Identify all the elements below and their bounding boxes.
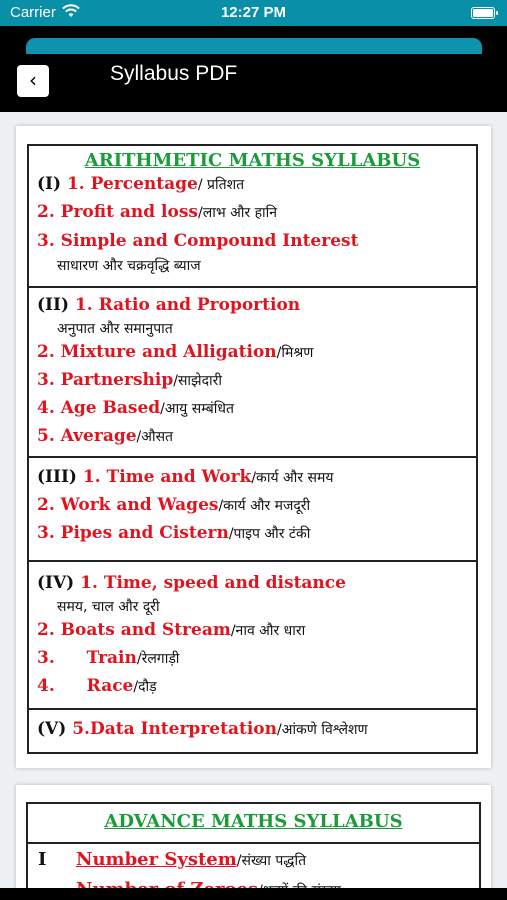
chevron-left-icon: ‹: [29, 68, 37, 92]
section-3: [29, 458, 476, 562]
topic-hindi-subline: अनुपात और समानुपात: [57, 321, 173, 337]
topic-num: 3.: [37, 523, 55, 543]
topic-line: [29, 492, 476, 520]
topic-num: 2.: [37, 495, 55, 515]
topic-num: 1.: [82, 467, 101, 487]
topic-en: Number System: [76, 849, 237, 870]
topic-en: Train: [86, 648, 137, 668]
topic-en: Mixture and Alligation: [60, 342, 277, 362]
topic-en: Race: [86, 676, 134, 696]
topic-num: 5.: [72, 719, 90, 739]
topic-num: 2.: [37, 342, 55, 362]
topic-hi: /नाव और धारा: [230, 623, 306, 639]
topic-en: Work and Wages: [60, 495, 219, 515]
topic-line: [29, 227, 476, 256]
topic-hindi-subline: साधारण और चक्रवृद्धि ब्याज: [57, 258, 201, 274]
topic-hindi-subline: समय, चाल और दूरी: [57, 599, 160, 615]
topic-line: [29, 367, 476, 395]
section-1: [29, 150, 476, 288]
advance-heading: ADVANCE MATHS SYLLABUS: [28, 804, 479, 844]
topic-num: 4.: [37, 398, 55, 418]
arithmetic-syllabus-card: [16, 126, 491, 768]
topic-line: [29, 673, 476, 701]
topic-hi: /लाभ और हानि: [198, 205, 278, 221]
topic-line: [29, 339, 476, 367]
topic-line: [29, 520, 476, 548]
topic-hi: / प्रतिशत: [197, 177, 245, 193]
topic-en: Profit and loss: [60, 202, 198, 222]
topic-hi: /आयु सम्बंधित: [160, 401, 234, 417]
topic-num: 3.: [37, 231, 55, 251]
topic-line: [29, 645, 476, 673]
topic-hi: /कार्य और मजदूरी: [218, 498, 311, 514]
topic-line: [29, 570, 476, 597]
syllabus-scroll-area[interactable]: [0, 112, 507, 900]
topic-en: Age Based: [60, 398, 161, 418]
topic-en: Average: [60, 426, 137, 446]
topic-line: [29, 617, 476, 645]
nav-accent-bar: [26, 38, 482, 54]
topic-line: [29, 716, 476, 744]
topic-line: [29, 423, 476, 451]
topic-hi: /औसत: [136, 429, 174, 445]
battery-icon: [471, 7, 495, 19]
section-roman: (V): [37, 719, 67, 739]
topic-en: Time and Work: [106, 467, 252, 487]
nav-bar: [0, 26, 507, 112]
topic-num: 3.: [37, 370, 55, 390]
topic-hi: /पाइप और टंकी: [228, 526, 311, 542]
carrier-label: Carrier: [10, 4, 56, 21]
topic-en: Boats and Stream: [60, 620, 231, 640]
topic-hi: /रेलगाड़ी: [136, 651, 180, 667]
topic-num: 1.: [66, 174, 85, 194]
topic-num: 5.: [37, 426, 55, 446]
advance-syllabus-card: [16, 785, 491, 900]
topic-en: Data Interpretation: [89, 719, 277, 739]
topic-hi: /संख्या पद्धति: [236, 853, 307, 869]
topic-en: Pipes and Cistern: [60, 523, 229, 543]
section-roman: (II): [37, 295, 69, 315]
topic-num: 2.: [37, 620, 55, 640]
topic-en: Ratio and Proportion: [98, 295, 301, 315]
topic-num: 3.: [37, 648, 55, 668]
topic-line: [29, 199, 476, 227]
topic-line: [29, 292, 476, 319]
advance-syllabus-table: [26, 802, 481, 900]
topic-en: Simple and Compound Interest: [60, 231, 359, 251]
topic-line: [28, 844, 479, 877]
topic-hi: /मिश्रण: [276, 345, 314, 361]
topic-hi: /आंकणे विश्लेशण: [276, 722, 368, 738]
arithmetic-syllabus-table: [27, 144, 478, 754]
bottom-bar: [0, 888, 507, 900]
clock: 12:27 PM: [220, 4, 287, 21]
section-5: [29, 710, 476, 756]
topic-en: Time, speed and distance: [103, 573, 346, 593]
topic-hi: /दौड़: [133, 679, 157, 695]
section-2: [29, 288, 476, 458]
topic-num: 2.: [37, 202, 55, 222]
page-title: Syllabus PDF: [110, 62, 238, 85]
topic-en: Percentage: [90, 174, 198, 194]
section-roman: (IV): [37, 573, 75, 593]
topic-num: 1.: [74, 295, 93, 315]
section-4: [29, 562, 476, 710]
topic-line: [29, 171, 476, 199]
topic-hi: /कार्य और समय: [251, 470, 334, 486]
arithmetic-heading: ARITHMETIC MATHS SYLLABUS: [84, 150, 421, 171]
topic-en: Partnership: [60, 370, 174, 390]
status-bar: [0, 0, 507, 26]
topic-line: [29, 395, 476, 423]
section-roman: (III): [37, 467, 77, 487]
topic-num: 1.: [80, 573, 98, 593]
section-roman: I: [38, 849, 47, 870]
back-button[interactable]: [17, 65, 49, 97]
topic-num: 4.: [37, 676, 55, 696]
topic-line: [29, 464, 476, 492]
topic-hi: /साझेदारी: [173, 373, 223, 389]
section-roman: (I): [37, 174, 62, 194]
